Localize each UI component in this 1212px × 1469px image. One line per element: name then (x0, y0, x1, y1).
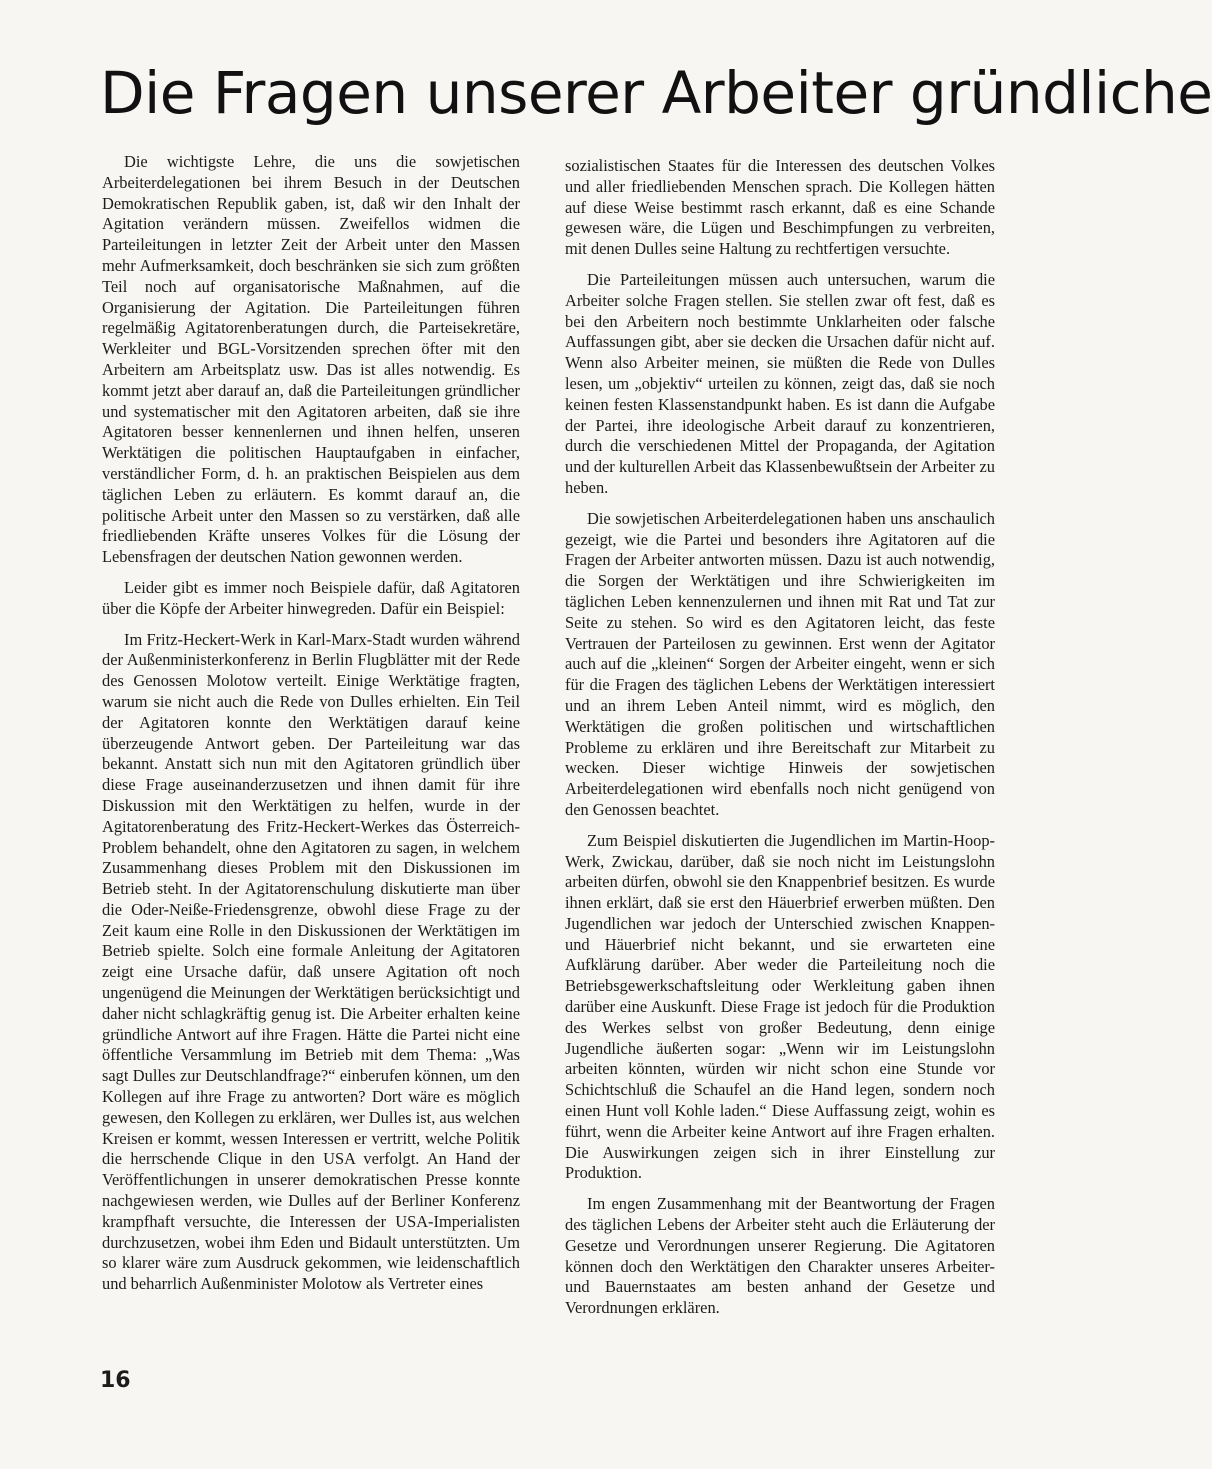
paragraph: Im engen Zusammenhang mit der Beantwortung der Fragen des täglichen Lebens der Arbeiter steht auch die Erläuterung der Gesetze und Verordnungen unserer Regierung. Die Agitatoren können doch den Werktätigen den Charakter unseres Arbeiter- und Bauernstaates am besten anhand der Gesetze und Verordnungen erklären. (565, 1194, 995, 1318)
paragraph: sozialistischen Staates für die Interessen des deutschen Volkes und aller friedliebenden Menschen sprach. Die Kollegen hätten auf diese Weise bestimmt rasch erkannt, daß es eine Schande gewesen wäre, die Lügen und Beschimpfungen zu verbreiten, mit denen Dulles seine Haltung zu rechtfertigen versuchte. (565, 156, 995, 259)
paragraph: Leider gibt es immer noch Beispiele dafür, daß Agitatoren über die Köpfe der Arbeiter hinwegreden. Dafür ein Beispiel: (102, 577, 520, 618)
article-headline: Die Fragen unserer Arbeiter gründliche (100, 59, 1212, 127)
paragraph: Die wichtigste Lehre, die uns die sowjetischen Arbeiterdelegationen bei ihrem Besuch in der Deutschen Demokratischen Republik gaben, ist, daß wir den Inhalt der Agitation verändern müssen. Zweifellos widmen die Parteileitungen in letzter Zeit der Arbeit unter den Massen mehr Aufmerksamkeit, doch beschränken sie sich zum größten Teil noch auf organisatorische Maßnahmen, auf die Organisierung der Agitation. Die Parteileitungen führen regelmäßig Agitatorenberatungen durch, die Parteisekretäre, Werkleiter und BGL-Vorsitzenden sprechen öfter mit den Arbeitern am Arbeitsplatz usw. Das ist alles notwendig. Es kommt jetzt aber darauf an, daß die Parteileitungen gründlicher und systematischer mit den Agitatoren arbeiten, daß sie ihre Agitatoren besser kennenlernen und ihnen helfen, unseren Werktätigen die politischen Hauptaufgaben in einfacher, verständlicher Form, d. h. an praktischen Beispielen aus dem täglichen Leben zu erläutern. Es kommt darauf an, die politische Arbeit unter den Massen so zu verstärken, daß alle friedliebenden Kräfte unseres Volkes für die Lösung der Lebensfragen der deutschen Nation gewonnen werden. (102, 152, 520, 567)
paragraph: Im Fritz-Heckert-Werk in Karl-Marx-Stadt wurden während der Außenministerkonferenz in Berlin Flugblätter mit der Rede des Genossen Molotow verteilt. Einige Werktätige fragten, warum sie nicht auch die Rede von Dulles erhielten. Ein Teil der Agitatoren konnte den Werktätigen darauf keine überzeugende Antwort geben. Der Parteileitung war das bekannt. Anstatt sich nun mit den Agitatoren gründlich über diese Frage auseinanderzusetzen und ihnen damit für ihre Diskussion mit den Werktätigen zu helfen, wurde in der Agitatorenberatung des Fritz-Heckert-Werkes das Österreich-Problem behandelt, ohne den Agitatoren zu sagen, in welchem Zusammenhang dieses Problem mit den Diskussionen im Betrieb steht. In der Agitatorenschulung diskutierte man über die Oder-Neiße-Friedensgrenze, obwohl diese Frage zu der Zeit kaum eine Rolle in den Diskussionen der Werktätigen im Betrieb spielte. Solch eine formale Anleitung der Agitatoren zeigt eine Ursache dafür, daß unsere Agitation oft noch ungenügend die Meinungen der Werktätigen berücksichtigt und daher nicht schlagkräftig genug ist. Die Arbeiter erhalten keine gründliche Antwort auf ihre Fragen. Hätte die Partei nicht eine öffentliche Versammlung im Betrieb mit dem Thema: „Was sagt Dulles zur Deutschlandfrage?“ einberufen können, um den Kollegen auf ihre Frage zu antworten? Dort wäre es möglich gewesen, den Kollegen zu erklären, wer Dulles ist, aus welchen Kreisen er kommt, wessen Interessen er vertritt, welche Politik die herrschende Clique in den USA verfolgt. An Hand der Veröffentlichungen in unserer demokratischen Presse konnte nachgewiesen werden, wie Dulles auf der Berliner Konferenz krampfhaft versuchte, die Interessen der USA-Imperialisten durchzusetzen, wobei ihm Eden und Bidault unterstützten. Um so klarer wäre zum Ausdruck gekommen, wie leidenschaftlich und beharrlich Außenminister Molotow als Vertreter eines (102, 629, 520, 1294)
paragraph: Die sowjetischen Arbeiterdelegationen haben uns anschaulich gezeigt, wie die Partei und besonders ihre Agitatoren auf die Fragen der Arbeiter antworten müssen. Dazu ist auch notwendig, die Sorgen der Werktätigen und ihre Schwierigkeiten im täglichen Leben kennenzulernen und ihnen mit Rat und Tat zur Seite zu stehen. So wird es den Agitatoren leicht, das feste Vertrauen der Parteilosen zu gewinnen. Erst wenn der Agitator auch auf die „kleinen“ Sorgen der Arbeiter eingeht, wenn er sich für die Fragen des täglichen Lebens der Werktätigen interessiert und an ihrem Leben Anteil nimmt, wird es möglich, den Werktätigen die großen politischen und wirtschaftlichen Probleme zu erklären und ihre Bereitschaft zur Mitarbeit zu wecken. Dieser wichtige Hinweis der sowjetischen Arbeiterdelegationen wird ebenfalls noch nicht genügend von den Genossen beachtet. (565, 508, 995, 819)
paragraph: Zum Beispiel diskutierten die Jugendlichen im Martin-Hoop-Werk, Zwickau, darüber, daß sie noch nicht im Leistungslohn arbeiten dürfen, obwohl sie den Knappenbrief besitzen. Es wurde ihnen erklärt, daß sie erst den Häuerbrief erwerben müßten. Den Jugendlichen war jedoch der Unterschied zwischen Knappen- und Häuerbrief nicht bekannt, und sie erwarteten eine Aufklärung darüber. Aber weder die Parteileitung noch die Betriebsgewerkschaftsleitung oder Werkleitung gaben ihnen darüber eine Auskunft. Diese Frage ist jedoch für die Produktion des Werkes selbst von großer Bedeutung, denn einige Jugendliche äußerten sogar: „Wenn wir im Leistungslohn arbeiten könnten, würden wir nicht schon eine Stunde vor Schichtschluß die Schaufel an die Hand legen, sondern noch einen Hunt voll Kohle laden.“ Diese Auffassung zeigt, wohin es führt, wenn die Arbeiter keine Antwort auf ihre Fragen erhalten. Die Auswirkungen zeigen sich in ihrer Einstellung zur Produktion. (565, 830, 995, 1183)
right-column (565, 156, 995, 1329)
left-column (102, 152, 520, 1305)
page-number: 16 (100, 1368, 131, 1393)
paragraph: Die Parteileitungen müssen auch untersuchen, warum die Arbeiter solche Fragen stellen. Sie stellen zwar oft fest, daß es bei den Arbeitern noch bestimmte Unklarheiten oder falsche Auffassungen gibt, aber sie decken die Ursachen dafür nicht auf. Wenn also Arbeiter meinen, sie müßten die Rede von Dulles lesen, um „objektiv“ urteilen zu können, zeigt das, daß sie noch keinen festen Klassenstandpunkt haben. Es ist dann die Aufgabe der Partei, ihre ideologische Arbeit darauf zu konzentrieren, durch die verschiedenen Mittel der Propaganda, der Agitation und der kulturellen Arbeit das Klassenbewußtsein der Arbeiter zu heben. (565, 269, 995, 497)
